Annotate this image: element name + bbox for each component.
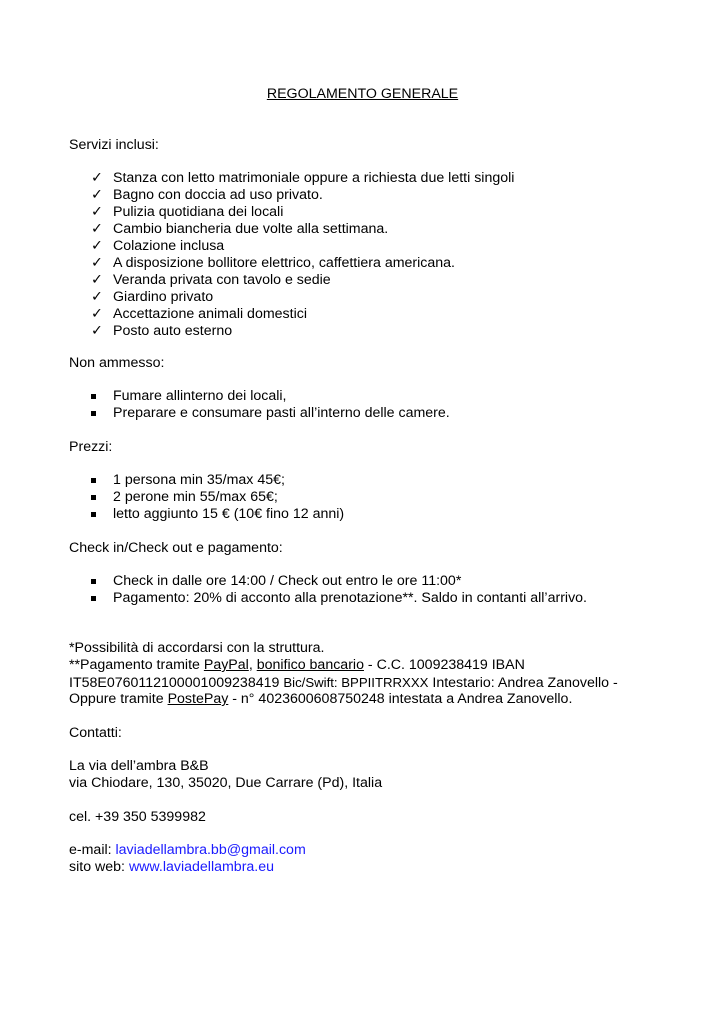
list-item: ✓ Cambio biancheria due volte alla settimana. [91,221,389,237]
checkmark-icon: ✓ [91,187,103,203]
bonifico-link[interactable]: bonifico bancario [256,657,364,673]
list-item: 1 persona min 35/max 45€; [69,472,344,489]
non-ammesso-list [69,388,450,422]
list-item: Preparare e consumare pasti all’interno delle camere. [69,405,450,422]
list-item: Fumare allinterno dei locali, [69,388,450,405]
checkin-heading: Check in/Check out e pagamento: [69,540,283,556]
checkmark-icon: ✓ [91,255,103,271]
list-item: Check in dalle ore 14:00 / Check out entro le ore 11:00* [69,573,587,590]
contatti-heading: Contatti: [69,725,122,741]
note-line-2: **Pagamento tramite PayPal, bonifico bancario - C.C. 1009238419 IBAN [69,657,525,673]
list-item: ✓ Accettazione animali domestici [91,306,307,322]
square-bullet-icon [91,512,96,517]
checkin-list [69,573,587,607]
email-link[interactable]: laviadellambra.bb@gmail.com [115,842,306,858]
list-item: ✓ Stanza con letto matrimoniale oppure a richiesta due letti singoli [91,170,515,186]
list-item: ✓ Pulizia quotidiana dei locali [91,204,284,220]
address: via Chiodare, 130, 35020, Due Carrare (Pd), Italia [69,775,383,791]
list-item: 2 perone min 55/max 65€; [69,489,344,506]
list-item: ✓ Giardino privato [91,289,214,305]
servizi-list [69,170,514,340]
non-ammesso-heading: Non ammesso: [69,355,165,371]
note-line-4: Oppure tramite PostePay - n° 4023600608750248 intestata a Andrea Zanovello. [69,691,573,707]
checkmark-icon: ✓ [91,306,103,322]
list-item: ✓ Colazione inclusa [91,238,225,254]
checkmark-icon: ✓ [91,170,103,186]
note-line-3: IT58E0760112100001009238419 Bic/Swift: BPPIITRRXXX Intestario: Andrea Zanovello - [69,675,618,691]
paypal-link[interactable]: PayPal [203,657,249,673]
prezzi-list [69,472,344,523]
square-bullet-icon [91,495,96,500]
postepay-link[interactable]: PostePay [167,691,229,707]
list-item: letto aggiunto 15 € (10€ fino 12 anni) [69,506,344,523]
business-name: La via dell’ambra B&B [69,758,209,774]
list-item: ✓ A disposizione bollitore elettrico, caffettiera americana. [91,255,455,271]
square-bullet-icon [91,411,96,416]
servizi-heading: Servizi inclusi: [69,137,159,153]
website-line: sito web: www.laviadellambra.eu [69,859,275,875]
phone: cel. +39 350 5399982 [69,809,206,825]
checkmark-icon: ✓ [91,238,103,254]
email-line: e-mail: laviadellambra.bb@gmail.com [69,842,306,858]
list-item: Pagamento: 20% di acconto alla prenotazione**. Saldo in contanti all’arrivo. [69,590,587,607]
square-bullet-icon [91,579,96,584]
square-bullet-icon [91,596,96,601]
checkmark-icon: ✓ [91,323,103,339]
checkmark-icon: ✓ [91,289,103,305]
checkmark-icon: ✓ [91,204,103,220]
prezzi-heading: Prezzi: [69,439,113,455]
list-item: ✓ Posto auto esterno [91,323,233,339]
square-bullet-icon [91,478,96,483]
list-item: ✓ Bagno con doccia ad uso privato. [91,187,323,203]
website-link[interactable]: www.laviadellambra.eu [128,859,275,875]
checkmark-icon: ✓ [91,272,103,288]
list-item: ✓ Veranda privata con tavolo e sedie [91,272,331,288]
square-bullet-icon [91,394,96,399]
page-title: REGOLAMENTO GENERALE [266,86,459,102]
checkmark-icon: ✓ [91,221,103,237]
note-line-1: *Possibilità di accordarsi con la struttura. [69,640,325,656]
